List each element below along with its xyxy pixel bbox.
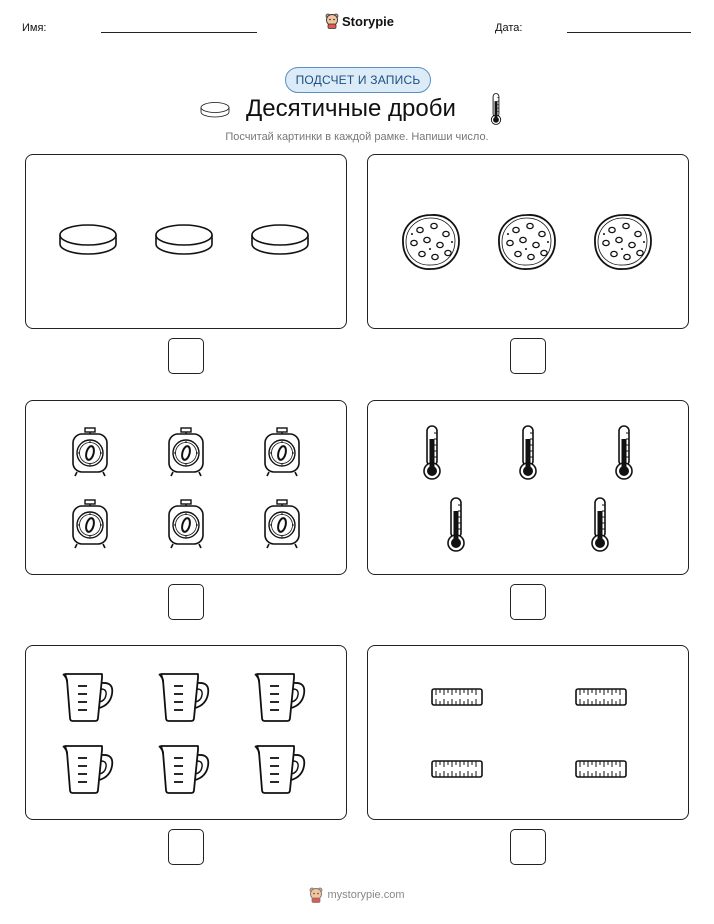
thermometer-icon bbox=[422, 425, 442, 480]
date-label: Дата: bbox=[495, 22, 523, 34]
answer-box[interactable] bbox=[510, 584, 546, 620]
name-field[interactable] bbox=[101, 32, 257, 33]
brand-name: Storypie bbox=[342, 13, 395, 29]
timer-icon bbox=[262, 499, 302, 549]
worksheet-header bbox=[0, 0, 714, 50]
instructions: Посчитай картинки в каждой рамке. Напиши число. bbox=[225, 131, 489, 143]
count-panel-timers bbox=[25, 400, 347, 575]
measuring-cup-icon bbox=[62, 742, 116, 796]
date-field[interactable] bbox=[567, 32, 691, 33]
footer bbox=[0, 887, 714, 903]
measuring-cup-icon bbox=[62, 670, 116, 724]
timer-icon bbox=[166, 427, 206, 477]
name-label: Имя: bbox=[22, 22, 47, 34]
count-panel-thermometers bbox=[367, 400, 689, 575]
timer-icon bbox=[166, 499, 206, 549]
thermometer-icon bbox=[490, 93, 502, 125]
thermometer-icon bbox=[518, 425, 538, 480]
count-panel-measuring-cups bbox=[25, 645, 347, 820]
count-panel-rulers bbox=[367, 645, 689, 820]
coin-icon bbox=[58, 217, 118, 255]
count-panel-cookies bbox=[367, 154, 689, 329]
timer-icon bbox=[70, 499, 110, 549]
coin-icon bbox=[250, 217, 310, 255]
count-panel-coins bbox=[25, 154, 347, 329]
ruler-icon bbox=[431, 760, 483, 778]
timer-icon bbox=[262, 427, 302, 477]
answer-box[interactable] bbox=[168, 829, 204, 865]
measuring-cup-icon bbox=[254, 670, 308, 724]
cookie-icon bbox=[592, 212, 654, 272]
answer-box[interactable] bbox=[168, 338, 204, 374]
answer-box[interactable] bbox=[168, 584, 204, 620]
thermometer-icon bbox=[590, 497, 610, 552]
storypie-mascot-icon bbox=[325, 13, 339, 29]
answer-box[interactable] bbox=[510, 338, 546, 374]
timer-icon bbox=[70, 427, 110, 477]
thermometer-icon bbox=[614, 425, 634, 480]
measuring-cup-icon bbox=[158, 670, 212, 724]
category-badge: ПОДСЧЕТ И ЗАПИСЬ bbox=[285, 67, 431, 93]
title-row bbox=[0, 93, 714, 129]
measuring-cup-icon bbox=[158, 742, 212, 796]
storypie-mascot-icon bbox=[309, 887, 323, 903]
measuring-cup-icon bbox=[254, 742, 308, 796]
brand-logo bbox=[325, 13, 394, 29]
ruler-icon bbox=[431, 688, 483, 706]
coin-icon bbox=[154, 217, 214, 255]
ruler-icon bbox=[575, 688, 627, 706]
cookie-icon bbox=[400, 212, 462, 272]
cookie-icon bbox=[496, 212, 558, 272]
ruler-icon bbox=[575, 760, 627, 778]
thermometer-icon bbox=[446, 497, 466, 552]
coin-icon bbox=[200, 97, 230, 119]
answer-box[interactable] bbox=[510, 829, 546, 865]
footer-url: mystorypie.com bbox=[327, 889, 405, 901]
page-title: Десятичные дроби bbox=[246, 95, 456, 122]
